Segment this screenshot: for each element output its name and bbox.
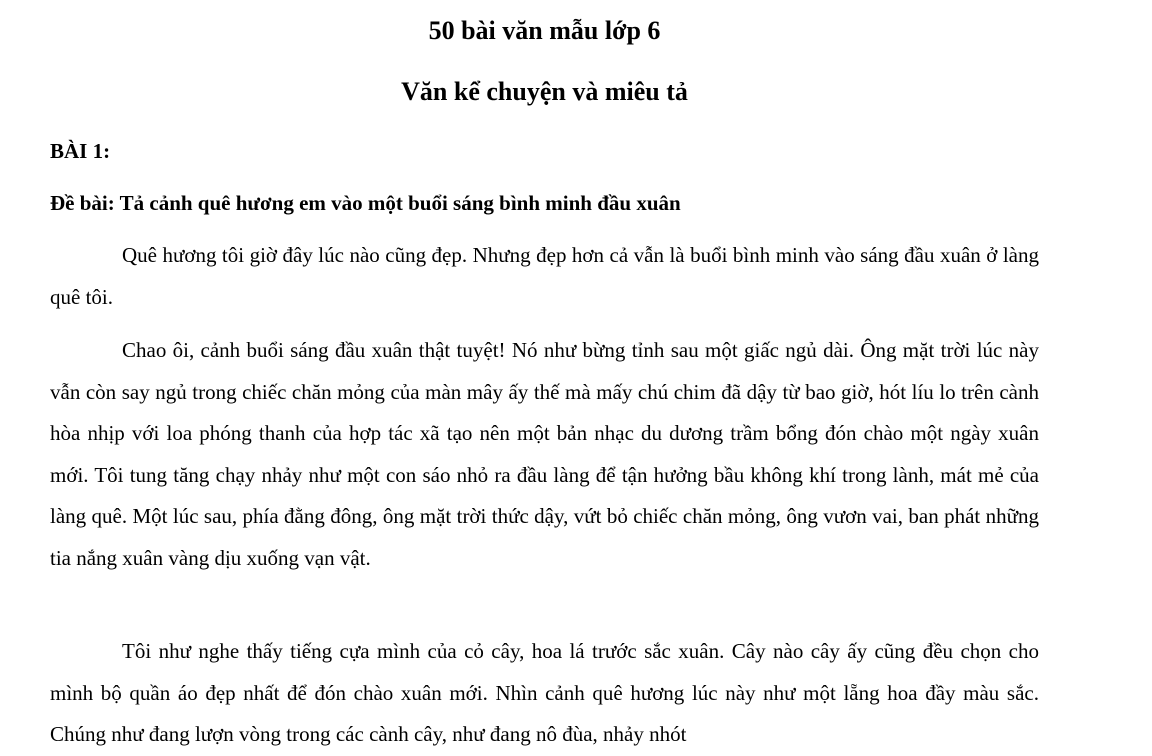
document-subtitle: Văn kể chuyện và miêu tả — [401, 77, 688, 106]
paragraph-3: Tôi như nghe thấy tiếng cựa mình của cỏ cây, hoa lá trước sắc xuân. Cây nào cây ấy cũng đều chọn cho mình bộ quần áo đẹp nhất để đón chào xuân mới. Nhìn cảnh quê hương lúc này như một lẵng hoa đầy màu sắc. Chúng như đang lượn vòng trong các cành cây, như đang nô đùa, nhảy nhót — [50, 639, 1039, 747]
paragraph-1: Quê hương tôi giờ đây lúc nào cũng đẹp. Nhưng đẹp hơn cả vẫn là buổi bình minh vào sáng đầu xuân ở làng quê tôi. — [50, 243, 1039, 309]
paragraph-2: Chao ôi, cảnh buổi sáng đầu xuân thật tuyệt! Nó như bừng tỉnh sau một giấc ngủ dài. Ông mặt trời lúc này vẫn còn say ngủ trong chiếc chăn mỏng của màn mây ấy thế mà mấy chú chim đã dậy từ bao giờ, hót líu lo trên cành hòa nhịp với loa phóng thanh của hợp tác xã tạo nên một bản nhạc du dương trầm bổng đón chào một ngày xuân mới. Tôi tung tăng chạy nhảy như một con sáo nhỏ ra đầu làng để tận hưởng bầu không khí trong lành, mát mẻ của làng quê. Một lúc sau, phía đằng đông, ông mặt trời thức dậy, vứt bỏ chiếc chăn mỏng, ông vươn vai, ban phát những tia nắng xuân vàng dịu xuống vạn vật. — [50, 338, 1039, 570]
section-heading: BÀI 1: — [50, 139, 111, 163]
document-title: 50 bài văn mẫu lớp 6 — [428, 16, 661, 45]
essay-prompt: Đề bài: Tả cảnh quê hương em vào một buổi sáng bình minh đầu xuân — [50, 191, 681, 215]
